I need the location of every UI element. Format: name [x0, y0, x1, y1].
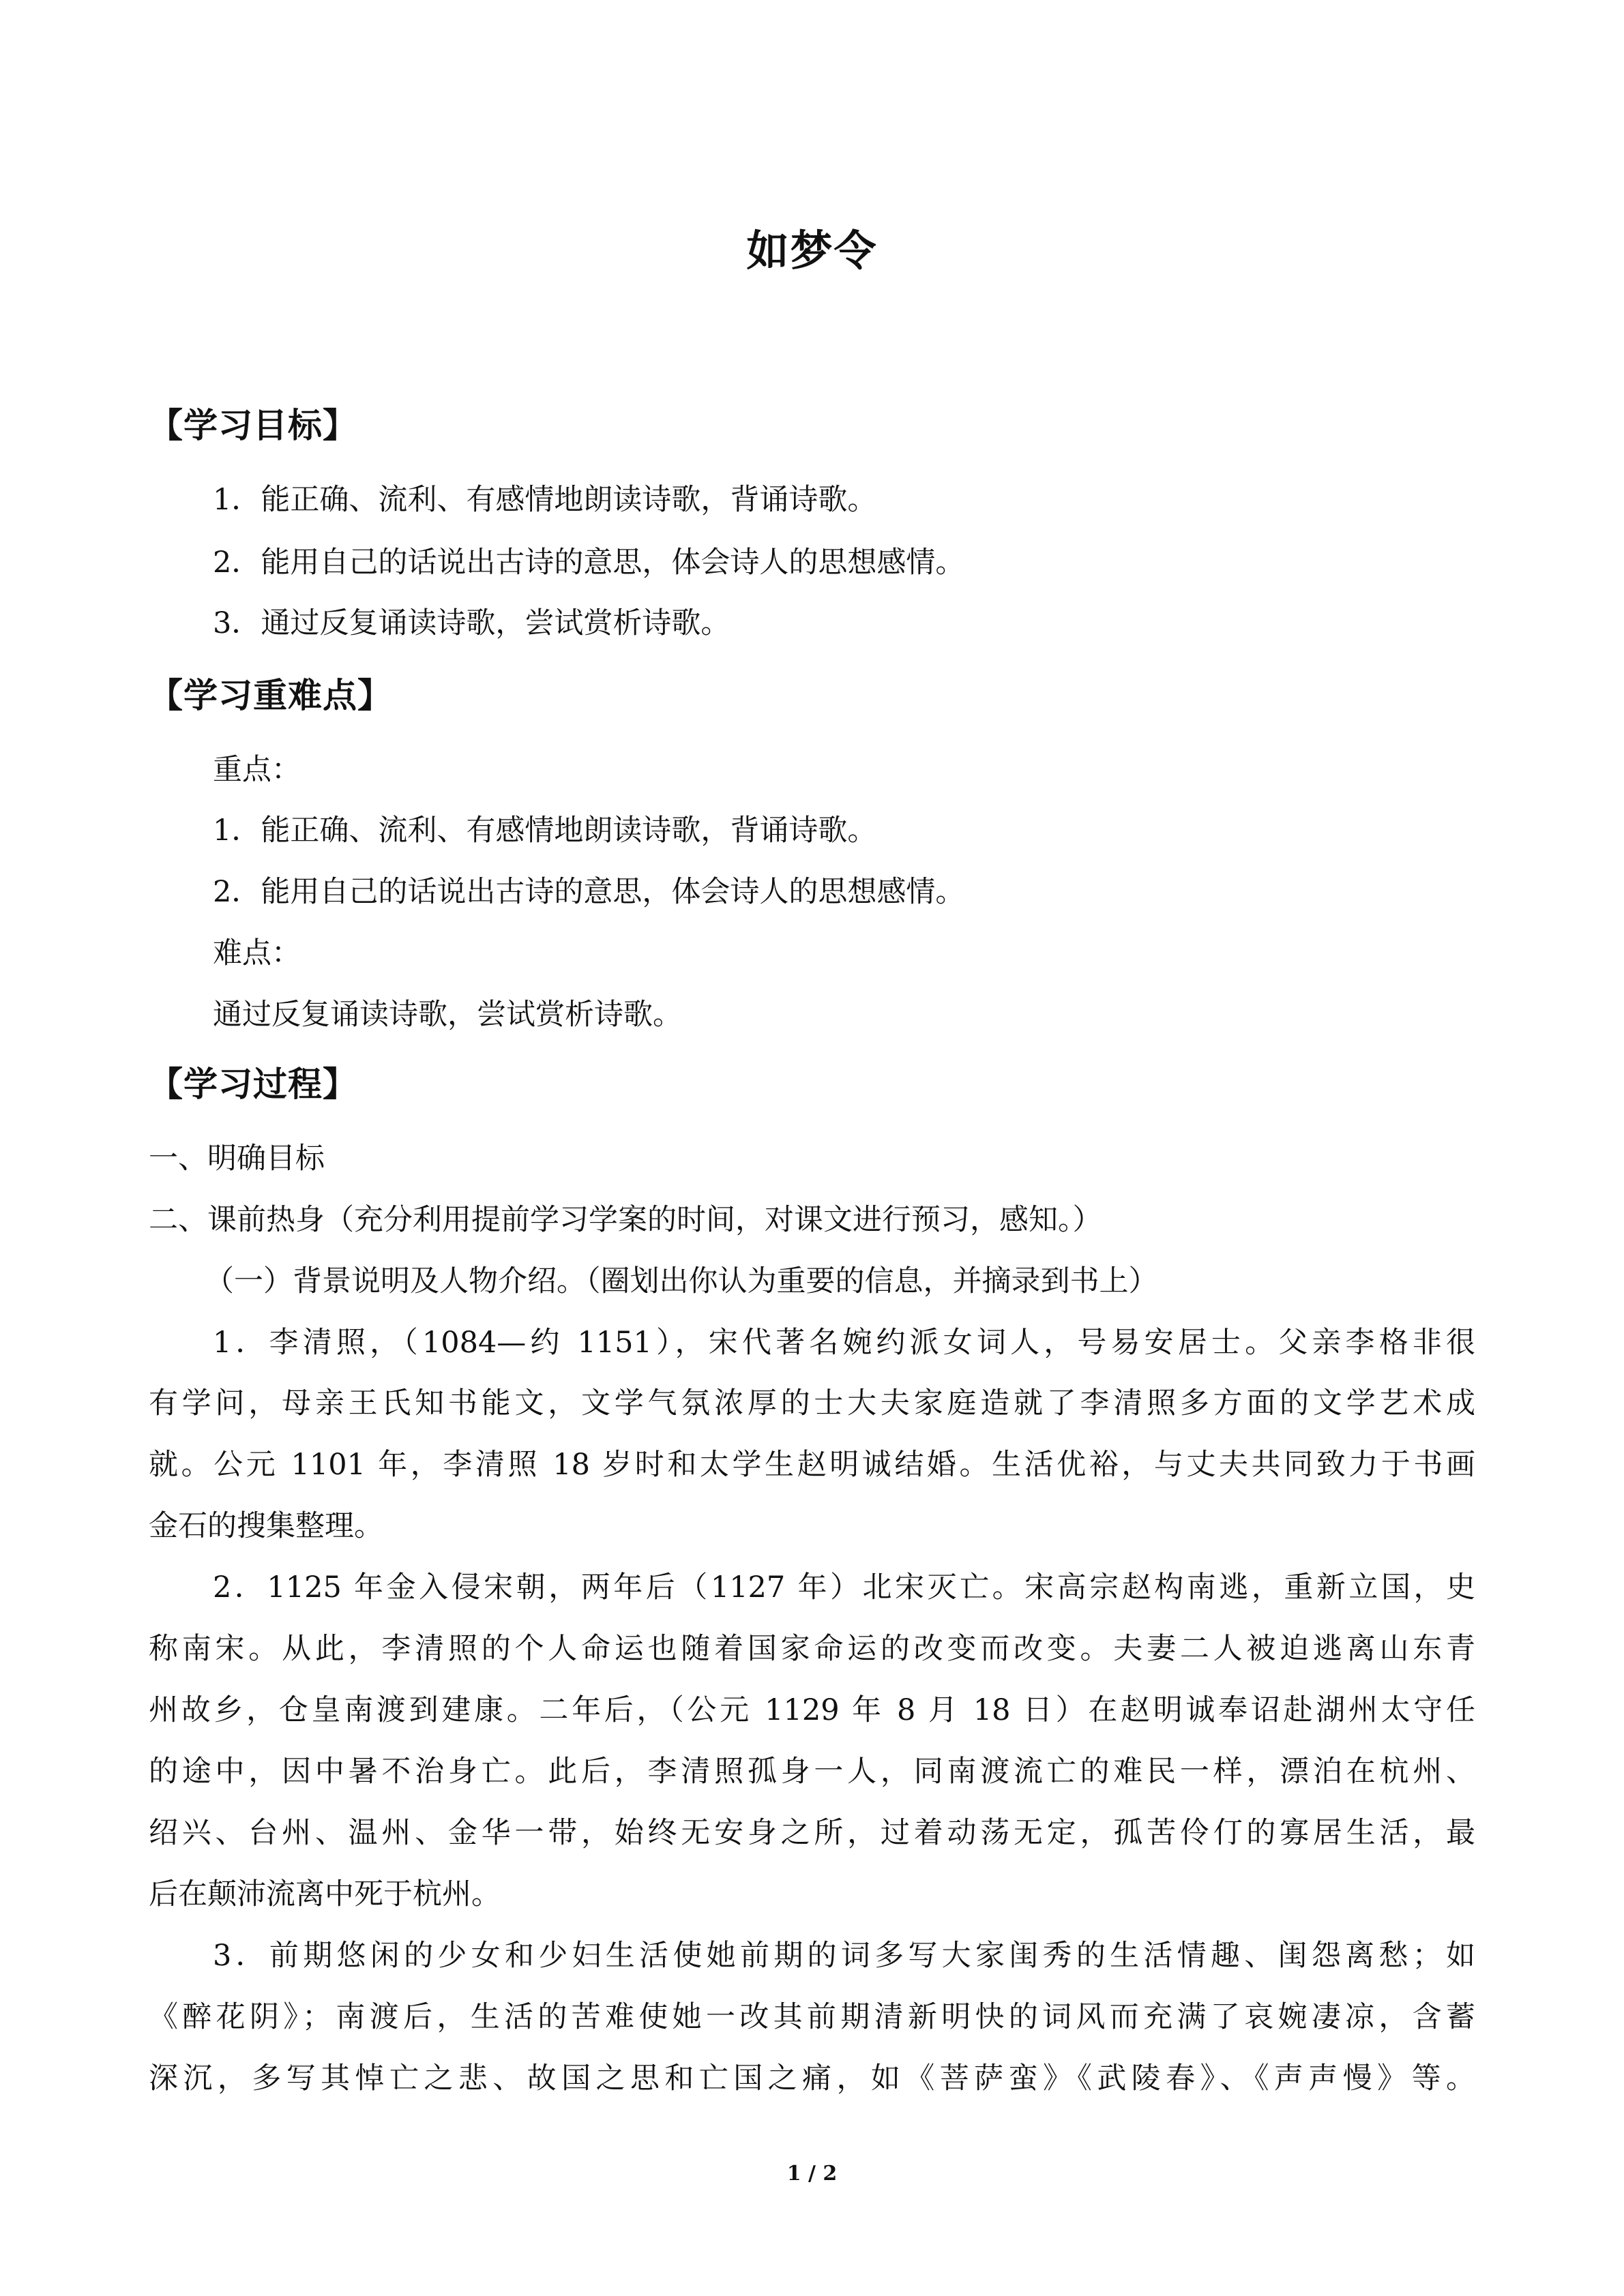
paragraph-line: 深沉，多写其悼亡之悲、故国之思和亡国之痛，如《菩萨蛮》《武陵春》、《声声慢》等。 [149, 2061, 1475, 2096]
section-heading-goals: 【学习目标】 [149, 406, 357, 445]
goal-item: 3．通过反复诵读诗歌，尝试赏析诗歌。 [213, 606, 730, 640]
paragraph-line: 绍兴、台州、温州、金华一带，始终无安身之所，过着动荡无定，孤苦伶仃的寡居生活，最 [149, 1816, 1475, 1850]
process-subsection: （一）背景说明及人物介绍。（圈划出你认为重要的信息，并摘录到书上） [205, 1264, 1158, 1298]
difficult-label: 难点： [213, 936, 301, 970]
paragraph-line: 1．李清照，（1084—约 1151），宋代著名婉约派女词人，号易安居士。父亲李格非很 [213, 1326, 1475, 1360]
paragraph-line: 金石的搜集整理。 [149, 1509, 383, 1543]
key-label: 重点： [213, 753, 301, 787]
paragraph-line: 《醉花阴》；南渡后，生活的苦难使她一改其前期清新明快的词风而充满了哀婉凄凉，含蓄 [149, 2000, 1475, 2034]
paragraph-line: 3．前期悠闲的少女和少妇生活使她前期的词多写大家闺秀的生活情趣、闺怨离愁；如 [213, 1939, 1475, 1973]
paragraph-line: 就。公元 1101 年，李清照 18 岁时和太学生赵明诚结婚。生活优裕，与丈夫共同致力于书画 [149, 1448, 1475, 1482]
process-step: 一、明确目标 [149, 1142, 325, 1176]
page-number: 1 / 2 [786, 2162, 838, 2186]
paragraph-line: 的途中，因中暑不治身亡。此后，李清照孤身一人，同南渡流亡的难民一样，漂泊在杭州、 [149, 1755, 1475, 1789]
key-item: 2．能用自己的话说出古诗的意思，体会诗人的思想感情。 [213, 875, 965, 909]
goal-item: 1．能正确、流利、有感情地朗读诗歌，背诵诗歌。 [213, 483, 877, 517]
section-heading-process: 【学习过程】 [149, 1064, 357, 1104]
paragraph-line: 后在颠沛流离中死于杭州。 [149, 1877, 501, 1911]
paragraph-line: 称南宋。从此，李清照的个人命运也随着国家命运的改变而改变。夫妻二人被迫逃离山东青 [149, 1632, 1475, 1666]
goal-item: 2．能用自己的话说出古诗的意思，体会诗人的思想感情。 [213, 546, 965, 580]
paragraph-line: 有学问，母亲王氏知书能文，文学气氛浓厚的士大夫家庭造就了李清照多方面的文学艺术成 [149, 1386, 1475, 1420]
section-heading-key-points: 【学习重难点】 [149, 676, 392, 715]
page-title: 如梦令 [746, 226, 878, 275]
paragraph-line: 州故乡，仓皇南渡到建康。二年后，（公元 1129 年 8 月 18 日）在赵明诚奉诏赴湖州太守任 [149, 1693, 1475, 1727]
key-item: 1．能正确、流利、有感情地朗读诗歌，背诵诗歌。 [213, 814, 877, 848]
process-step: 二、课前热身（充分利用提前学习学案的时间，对课文进行预习，感知。） [149, 1203, 1102, 1237]
difficult-text: 通过反复诵读诗歌，尝试赏析诗歌。 [213, 998, 682, 1032]
paragraph-line: 2．1125 年金入侵宋朝，两年后（1127 年）北宋灭亡。宋高宗赵构南逃，重新立国，史 [213, 1570, 1475, 1605]
